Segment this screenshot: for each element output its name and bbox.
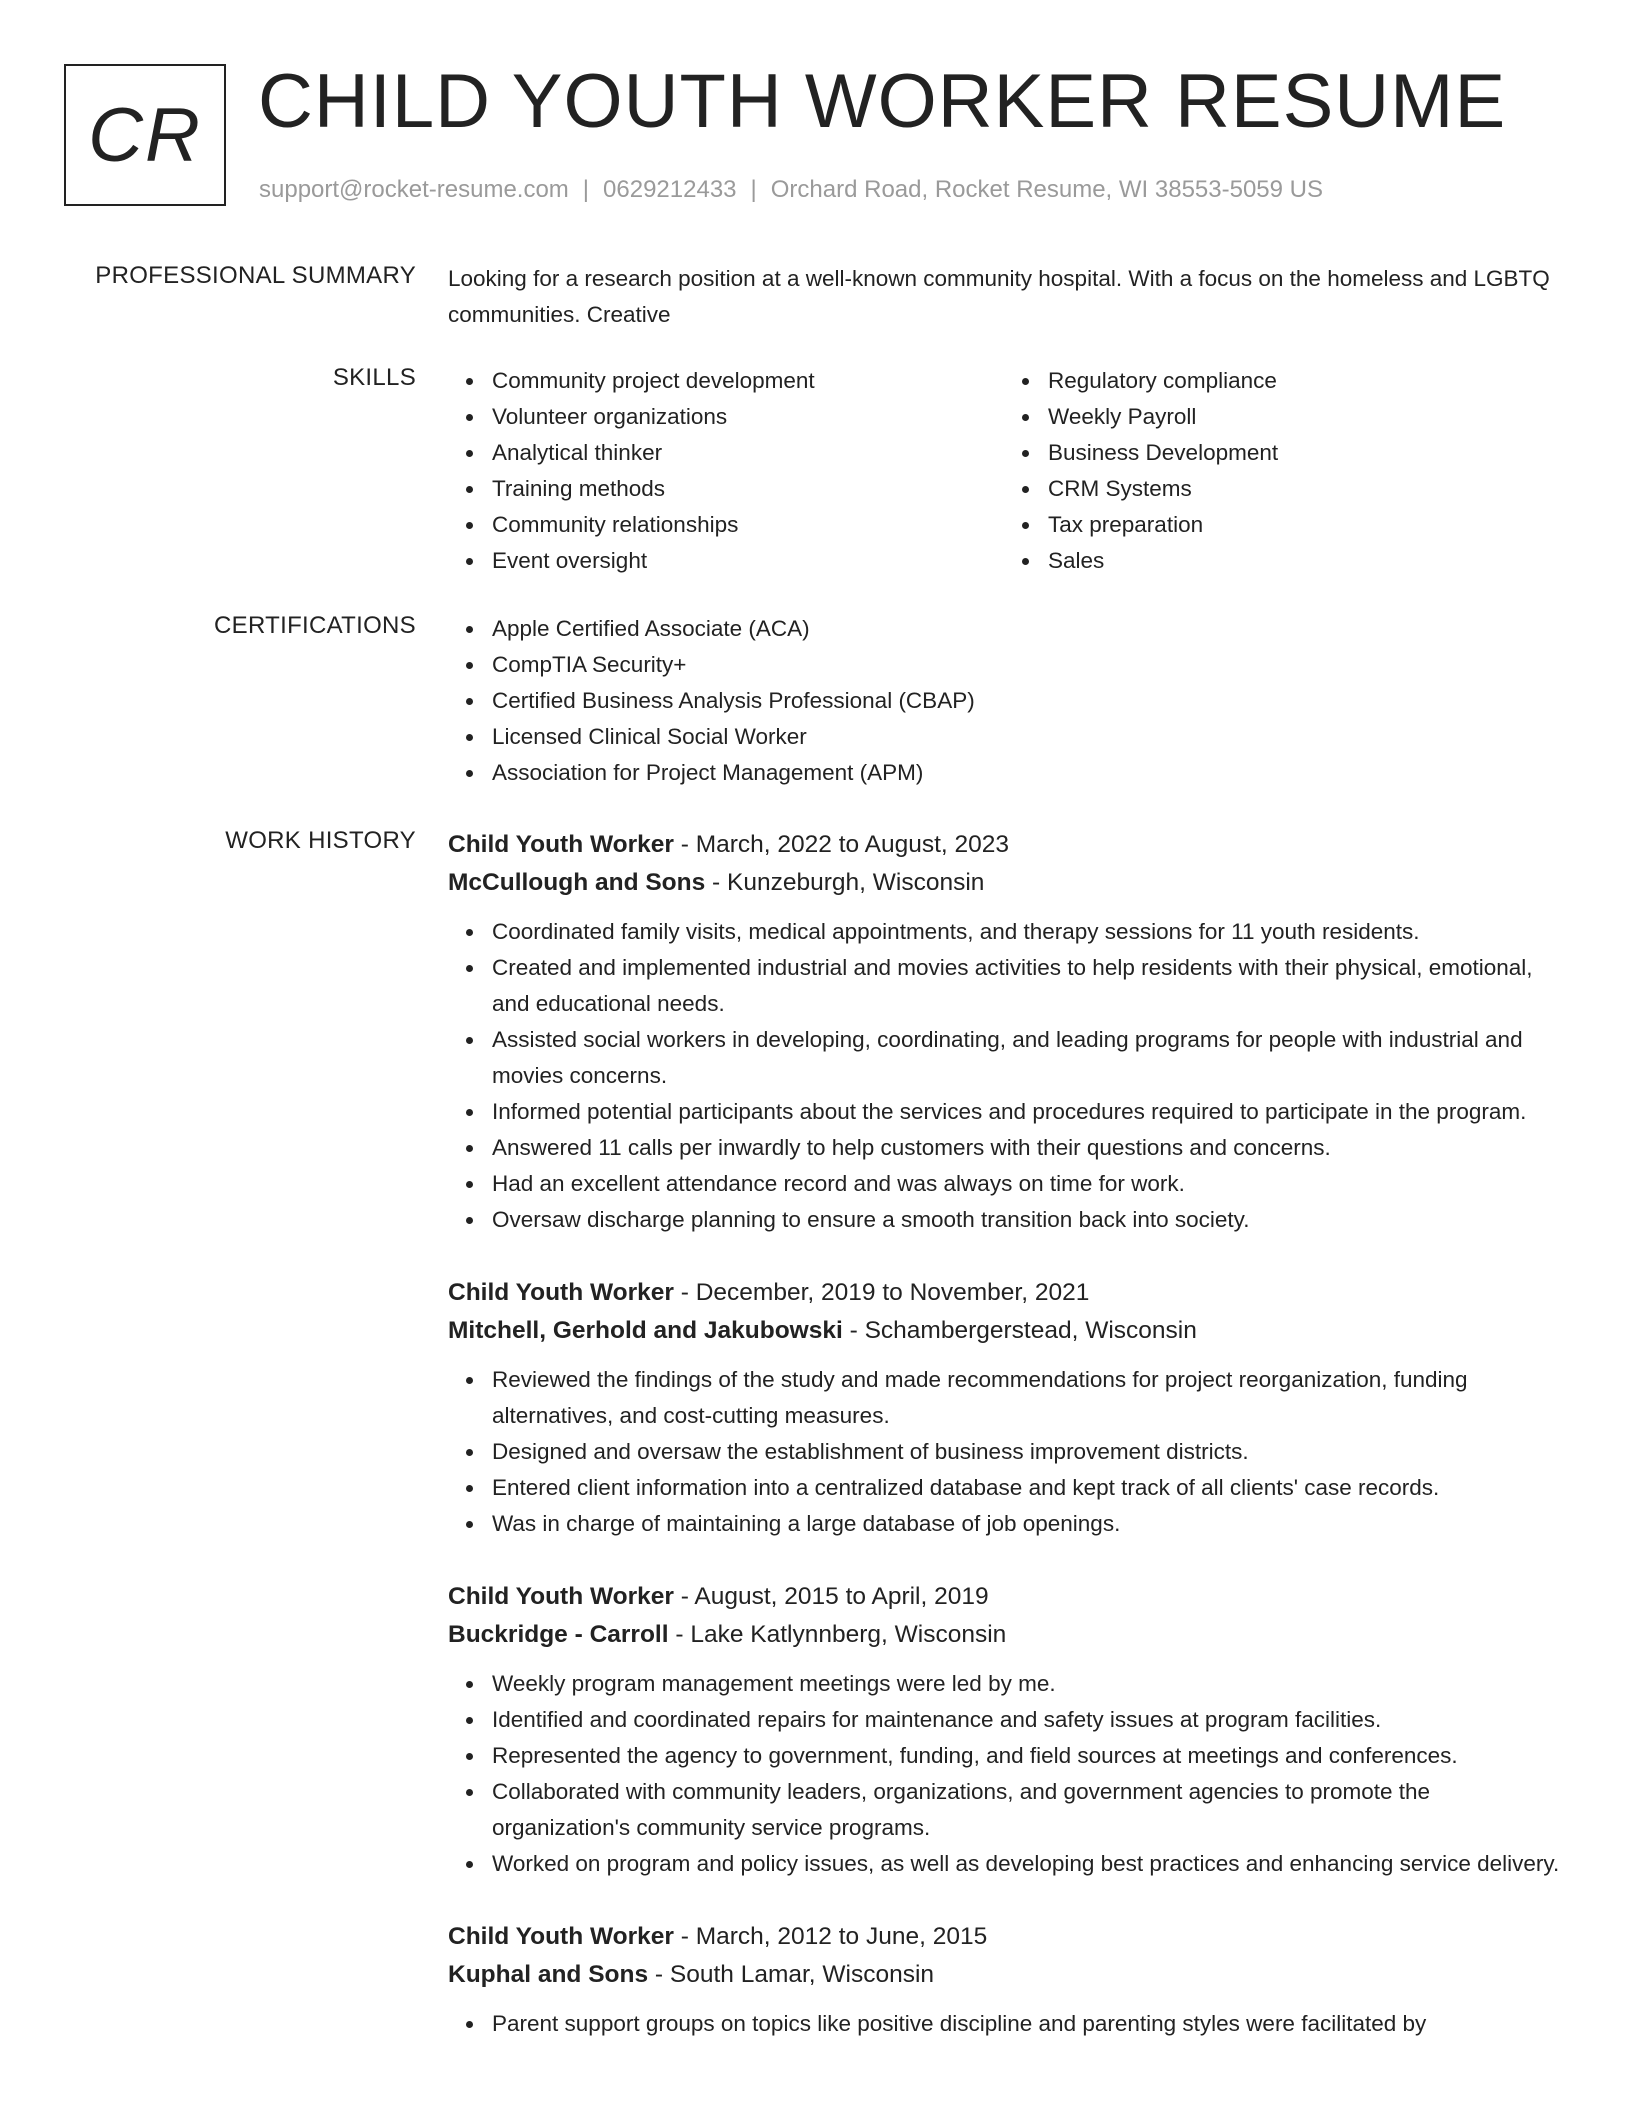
job-company-line [448,864,1564,902]
job-title: Child Youth Worker [448,831,674,858]
job-location: - Lake Katlynnberg, Wisconsin [668,1621,1007,1648]
job-title-line [448,1578,1564,1616]
job-title: Child Youth Worker [448,1923,674,1950]
job-company: Buckridge - Carroll [448,1621,669,1648]
job-duty: Created and implemented industrial and movies activities to help residents with their physical, emotional, and educational needs. [492,950,1564,1022]
skills-column-1 [448,363,998,579]
summary-body [448,261,1564,333]
section-label-summary: PROFESSIONAL SUMMARY [95,262,416,289]
job-duty: Worked on program and policy issues, as well as developing best practices and enhancing service delivery. [492,1846,1564,1882]
certification-item: Certified Business Analysis Professional (CBAP) [492,683,1564,719]
job-entry [448,826,1564,1238]
certifications-body [448,611,1564,791]
job-duties [448,1362,1564,1542]
job-location: - Kunzeburgh, Wisconsin [705,869,985,896]
skill-item: Community relationships [492,507,998,543]
skill-item: Training methods [492,471,998,507]
skill-item: Business Development [1048,435,1554,471]
job-title-line [448,826,1564,864]
job-company-line [448,1312,1564,1350]
skill-item: Tax preparation [1048,507,1554,543]
job-duty: Coordinated family visits, medical appointments, and therapy sessions for 11 youth residents. [492,914,1564,950]
skill-item: Regulatory compliance [1048,363,1554,399]
job-entry [448,1918,1564,2042]
section-label-work-history: WORK HISTORY [225,827,416,854]
job-duty: Collaborated with community leaders, organizations, and government agencies to promote the organization's community service programs. [492,1774,1564,1846]
job-duties [448,2006,1564,2042]
certification-item: Association for Project Management (APM) [492,755,1564,791]
job-location: - South Lamar, Wisconsin [648,1961,935,1988]
skill-item: Event oversight [492,543,998,579]
skill-item: Volunteer organizations [492,399,998,435]
job-duties [448,1666,1564,1882]
contact-address: Orchard Road, Rocket Resume, WI 38553-5059 US [770,176,1324,203]
job-company: Kuphal and Sons [448,1961,649,1988]
contact-separator: | [750,176,757,203]
job-title: Child Youth Worker [448,1583,674,1610]
job-entry [448,1578,1564,1882]
job-dates: - March, 2022 to August, 2023 [673,831,1010,858]
certifications-list [448,611,1564,791]
job-title-line [448,1918,1564,1956]
section-label-certifications: CERTIFICATIONS [214,612,416,639]
monogram-logo: CR [64,64,226,206]
job-entry [448,1274,1564,1542]
skill-item: CRM Systems [1048,471,1554,507]
skills-body [448,363,1564,579]
job-company: Mitchell, Gerhold and Jakubowski [448,1317,843,1344]
job-title: Child Youth Worker [448,1279,674,1306]
contact-phone: 0629212433 [603,176,737,203]
certification-item: Licensed Clinical Social Worker [492,719,1564,755]
skill-item: Community project development [492,363,998,399]
skills-column-2 [998,363,1554,579]
contact-email: support@rocket-resume.com [259,176,569,203]
job-duty: Represented the agency to government, funding, and field sources at meetings and conferences. [492,1738,1564,1774]
work-history-body [448,826,1564,2078]
page-title: CHILD YOUTH WORKER RESUME [258,59,1507,144]
job-duty: Oversaw discharge planning to ensure a smooth transition back into society. [492,1202,1564,1238]
skill-item: Weekly Payroll [1048,399,1554,435]
job-duty: Was in charge of maintaining a large database of job openings. [492,1506,1564,1542]
job-company-line [448,1956,1564,1994]
job-dates: - March, 2012 to June, 2015 [673,1923,988,1950]
job-duty: Parent support groups on topics like positive discipline and parenting styles were facilitated by [492,2006,1564,2042]
job-company: McCullough and Sons [448,869,706,896]
job-duty: Informed potential participants about the services and procedures required to participate in the program. [492,1094,1564,1130]
skill-item: Sales [1048,543,1554,579]
certification-item: CompTIA Security+ [492,647,1564,683]
job-dates: - December, 2019 to November, 2021 [673,1279,1090,1306]
job-duty: Assisted social workers in developing, coordinating, and leading programs for people with industrial and movies concerns. [492,1022,1564,1094]
job-dates: - August, 2015 to April, 2019 [673,1583,989,1610]
job-duty: Entered client information into a centralized database and kept track of all clients' case records. [492,1470,1564,1506]
job-location: - Schambergerstead, Wisconsin [842,1317,1197,1344]
contact-line [259,176,1323,204]
job-duty: Weekly program management meetings were led by me. [492,1666,1564,1702]
job-title-line [448,1274,1564,1312]
job-duties [448,914,1564,1238]
job-duty: Reviewed the findings of the study and made recommendations for project reorganization, funding alternatives, and cost-cutting measures. [492,1362,1564,1434]
job-duty: Had an excellent attendance record and was always on time for work. [492,1166,1564,1202]
summary-text: Looking for a research position at a well-known community hospital. With a focus on the homeless and LGBTQ communities. Creative [448,266,1550,327]
skill-item: Analytical thinker [492,435,998,471]
resume-header [64,59,1568,214]
contact-separator: | [582,176,590,203]
job-duty: Designed and oversaw the establishment of business improvement districts. [492,1434,1564,1470]
job-company-line [448,1616,1564,1654]
certification-item: Apple Certified Associate (ACA) [492,611,1564,647]
job-duty: Answered 11 calls per inwardly to help customers with their questions and concerns. [492,1130,1564,1166]
job-duty: Identified and coordinated repairs for maintenance and safety issues at program facilities. [492,1702,1564,1738]
section-label-skills: SKILLS [332,364,416,391]
